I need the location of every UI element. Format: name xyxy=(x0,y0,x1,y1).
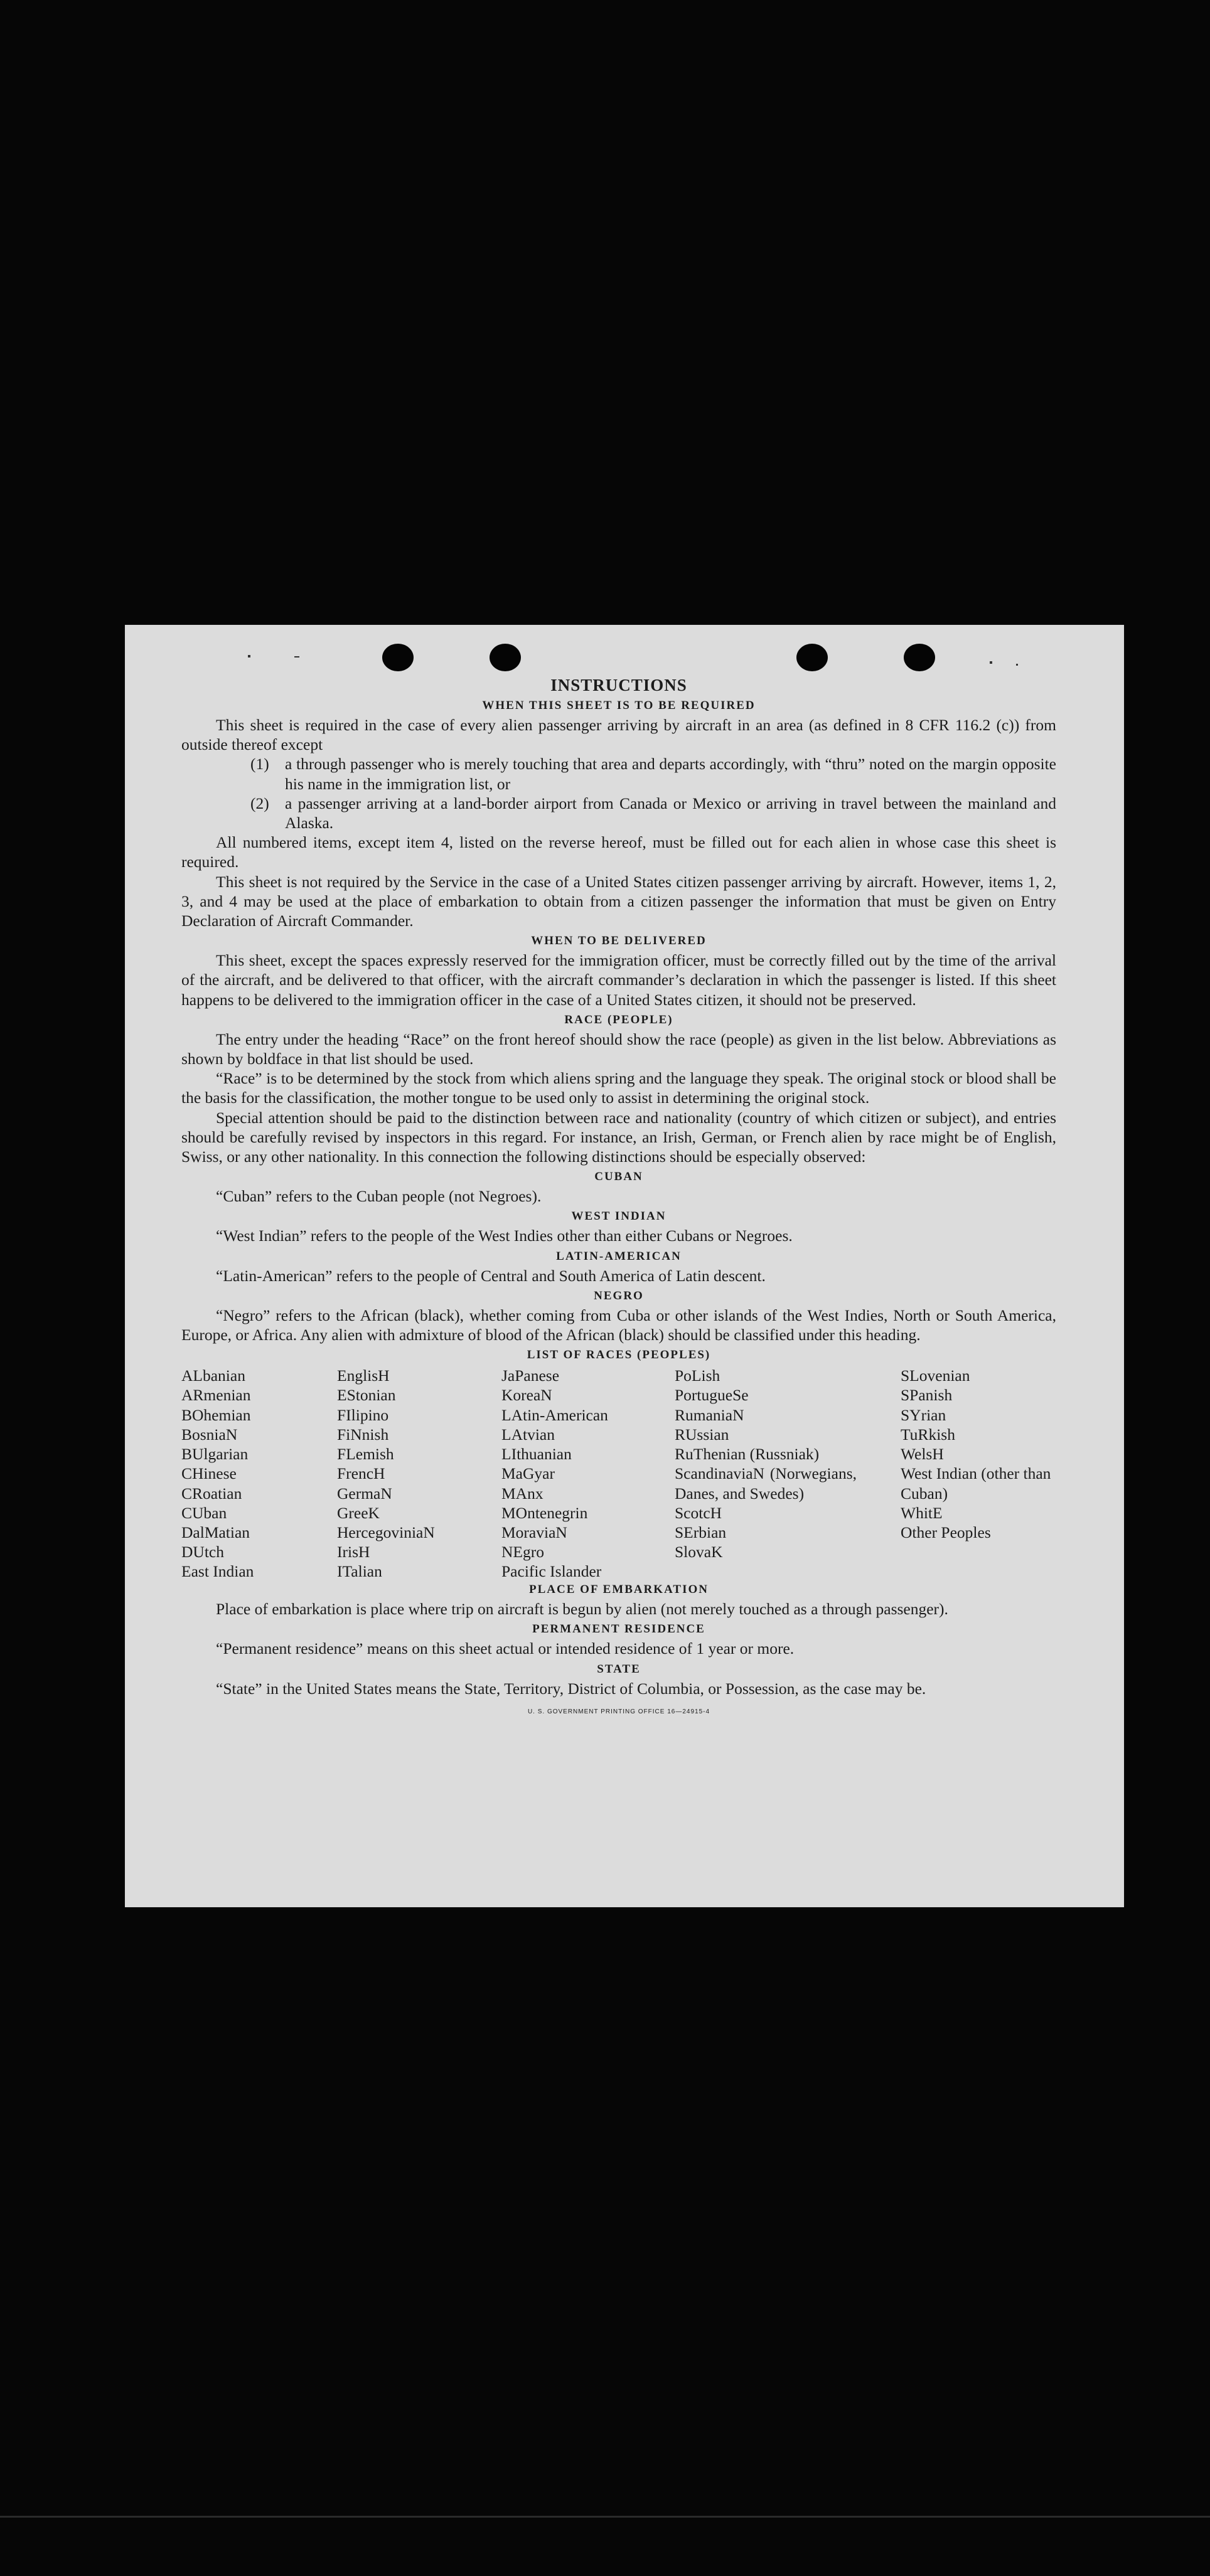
races-group xyxy=(901,1503,1057,1542)
race-item: ScotcH xyxy=(675,1503,722,1522)
race-item: RumaniaN xyxy=(675,1405,744,1424)
paragraph: “Cuban” refers to the Cuban people (not Negroes). xyxy=(216,1187,542,1206)
paragraph: “Latin-American” refers to the people of Central and South America of Latin descent. xyxy=(216,1266,766,1285)
race-item: FrencH xyxy=(337,1464,385,1483)
paragraph: “Race” is to be determined by the stock from which aliens spring and the language they speak. The original stock or blood shall be the basis for the classification, the mother tongue to be used only to assist in determining the original stock. xyxy=(181,1069,1056,1107)
heading-race: RACE (PEOPLE) xyxy=(564,1013,673,1026)
punch-hole xyxy=(382,644,414,671)
race-item: ITalian xyxy=(337,1562,382,1581)
race-item: DalMatian xyxy=(181,1523,250,1541)
races-column-3 xyxy=(501,1366,608,1581)
race-item: ARmenian xyxy=(181,1386,251,1405)
race-item: MOntenegrin xyxy=(501,1503,588,1522)
races-column-5 xyxy=(901,1366,1057,1542)
race-item: MAnx xyxy=(501,1484,543,1503)
race-item: GreeK xyxy=(337,1503,380,1522)
races-column-1 xyxy=(181,1366,254,1581)
heading-cuban: CUBAN xyxy=(594,1170,643,1184)
punch-hole xyxy=(904,644,935,671)
race-item: ALbanian xyxy=(181,1366,245,1385)
race-item: Other Peoples xyxy=(901,1523,991,1541)
paragraph: “Permanent residence” means on this sheet actual or intended residence of 1 year or more. xyxy=(216,1639,795,1658)
document-page xyxy=(125,625,1124,1907)
race-item: JaPanese xyxy=(501,1366,560,1385)
race-item: NEgro xyxy=(501,1543,544,1562)
punch-hole xyxy=(490,644,521,671)
race-item: Pacific Islander xyxy=(501,1562,602,1581)
item-number: (1) xyxy=(250,755,269,774)
race-item: PoLish xyxy=(675,1366,720,1385)
race-item: RUssian xyxy=(675,1425,729,1444)
race-item: SErbian xyxy=(675,1523,727,1541)
race-item: FIlipino xyxy=(337,1405,389,1424)
race-item: WelsH xyxy=(901,1445,944,1464)
race-item: West Indian (other than Cuban) xyxy=(901,1464,1051,1503)
race-item: ScandinaviaN (Norwegians, Danes, and Swedes) xyxy=(675,1464,857,1503)
race-item: CRoatian xyxy=(181,1484,242,1503)
exception-item-1 xyxy=(181,754,1056,793)
item-text: a passenger arriving at a land-border airport from Canada or Mexico or arriving in travel between the mainland and Alaska. xyxy=(285,794,1056,833)
paragraph: Special attention should be paid to the distinction between race and nationality (country of which citizen or subject), and entries should be carefully revised by inspectors in this regard. For instance, an Irish, German, or French alien by race might be of English, Swiss, or any other nationality. In this connection the following distinctions should be especially observed: xyxy=(181,1108,1056,1166)
race-item: GermaN xyxy=(337,1484,392,1503)
race-item: WhitE xyxy=(901,1503,943,1522)
race-item: RuThenian (Russniak) xyxy=(675,1445,820,1464)
race-item: TuRkish xyxy=(901,1425,955,1444)
heading-list-of-races: LIST OF RACES (PEOPLES) xyxy=(527,1348,711,1362)
paragraph: All numbered items, except item 4, listed on the reverse hereof, must be filled out for each alien in whose case this sheet is required. xyxy=(181,833,1056,871)
race-item: SLovenian xyxy=(901,1366,970,1385)
paragraph: “West Indian” refers to the people of the West Indies other than either Cubans or Negroes. xyxy=(216,1227,793,1245)
race-item: East Indian xyxy=(181,1562,254,1581)
race-item: EnglisH xyxy=(337,1366,390,1385)
printer-imprint: U. S. GOVERNMENT PRINTING OFFICE 16—24915-4 xyxy=(527,1708,710,1715)
race-item: FiNnish xyxy=(337,1425,389,1444)
exception-item-2 xyxy=(181,794,1056,833)
instructions-content xyxy=(181,675,1056,1722)
race-item: SYrian xyxy=(901,1405,946,1424)
race-item: EStonian xyxy=(337,1386,396,1405)
paragraph: This sheet, except the spaces expressly reserved for the immigration officer, must be correctly filled out by the time of the arrival of the aircraft, and be delivered to that officer, with the aircraft commander’s declaration in which the passenger is listed. If this sheet happens to be delivered to the immigration officer in the case of a United States citizen, it should not be preserved. xyxy=(181,951,1056,1009)
race-item: IrisH xyxy=(337,1543,370,1562)
race-item: MaGyar xyxy=(501,1464,555,1483)
heading-west-indian: WEST INDIAN xyxy=(571,1210,667,1223)
race-item: CHinese xyxy=(181,1464,237,1483)
speck xyxy=(248,655,250,657)
item-text: a through passenger who is merely touching that area and departs accordingly, with “thru” noted on the margin opposite his name in the immigration list, or xyxy=(285,755,1056,793)
paragraph: This sheet is required in the case of every alien passenger arriving by aircraft in an area (as defined in 8 CFR 116.2 (c)) from outside thereof except xyxy=(181,716,1056,754)
race-item: LIthuanian xyxy=(501,1445,572,1464)
race-item: BosniaN xyxy=(181,1425,238,1444)
races-group xyxy=(901,1366,1057,1464)
heading-when-required: WHEN THIS SHEET IS TO BE REQUIRED xyxy=(482,699,756,712)
race-item: BOhemian xyxy=(181,1405,251,1424)
race-item: LAtvian xyxy=(501,1425,555,1444)
race-item: SlovaK xyxy=(675,1543,723,1562)
paragraph: Place of embarkation is place where trip on aircraft is begun by alien (not merely touched as a through passenger). xyxy=(216,1600,948,1619)
races-column-2 xyxy=(337,1366,435,1581)
paragraph: “Negro” refers to the African (black), whether coming from Cuba or other islands of the West Indies, North or South America, Europe, or Africa. Any alien with admixture of blood of the African (black) should be classified under this heading. xyxy=(181,1306,1056,1344)
races-group xyxy=(675,1366,857,1464)
races-list xyxy=(181,1366,1056,1579)
race-item: FLemish xyxy=(337,1445,394,1464)
item-number: (2) xyxy=(250,794,269,812)
heading-latin-american: LATIN-AMERICAN xyxy=(556,1249,682,1263)
race-item: HercegoviniaN xyxy=(337,1523,435,1541)
heading-embarkation: PLACE OF EMBARKATION xyxy=(529,1583,709,1597)
race-item: DUtch xyxy=(181,1543,224,1562)
paragraph: “State” in the United States means the State, Territory, District of Columbia, or Possession, as the case may be. xyxy=(216,1679,926,1698)
heading-when-delivered: WHEN TO BE DELIVERED xyxy=(531,934,707,948)
heading-negro: NEGRO xyxy=(594,1289,644,1302)
paragraph: This sheet is not required by the Service in the case of a United States citizen passenger arriving by aircraft. However, items 1, 2, 3, and 4 may be used at the place of embarkation to obtain from a citizen passenger the information that must be given on Entry Declaration of Aircraft Commander. xyxy=(181,872,1056,930)
page-title: INSTRUCTIONS xyxy=(550,676,687,695)
speck xyxy=(1016,664,1018,666)
race-item: BUlgarian xyxy=(181,1445,249,1464)
heading-state: STATE xyxy=(597,1662,641,1676)
race-item: KoreaN xyxy=(501,1386,552,1405)
race-item: PortugueSe xyxy=(675,1386,749,1405)
race-item: CUban xyxy=(181,1503,227,1522)
speck xyxy=(294,656,299,657)
punch-hole xyxy=(796,644,828,671)
races-column-4 xyxy=(675,1366,857,1562)
paragraph: The entry under the heading “Race” on the front hereof should show the race (people) as given in the list below. Abbreviations as shown by boldface in that list should be used. xyxy=(181,1030,1056,1068)
heading-residence: PERMANENT RESIDENCE xyxy=(532,1622,705,1636)
race-item: MoraviaN xyxy=(501,1523,567,1541)
scan-edge xyxy=(0,2516,1210,2518)
races-group xyxy=(675,1503,857,1562)
race-item: SPanish xyxy=(901,1386,953,1405)
race-item: LAtin-American xyxy=(501,1405,608,1424)
speck xyxy=(990,661,992,664)
